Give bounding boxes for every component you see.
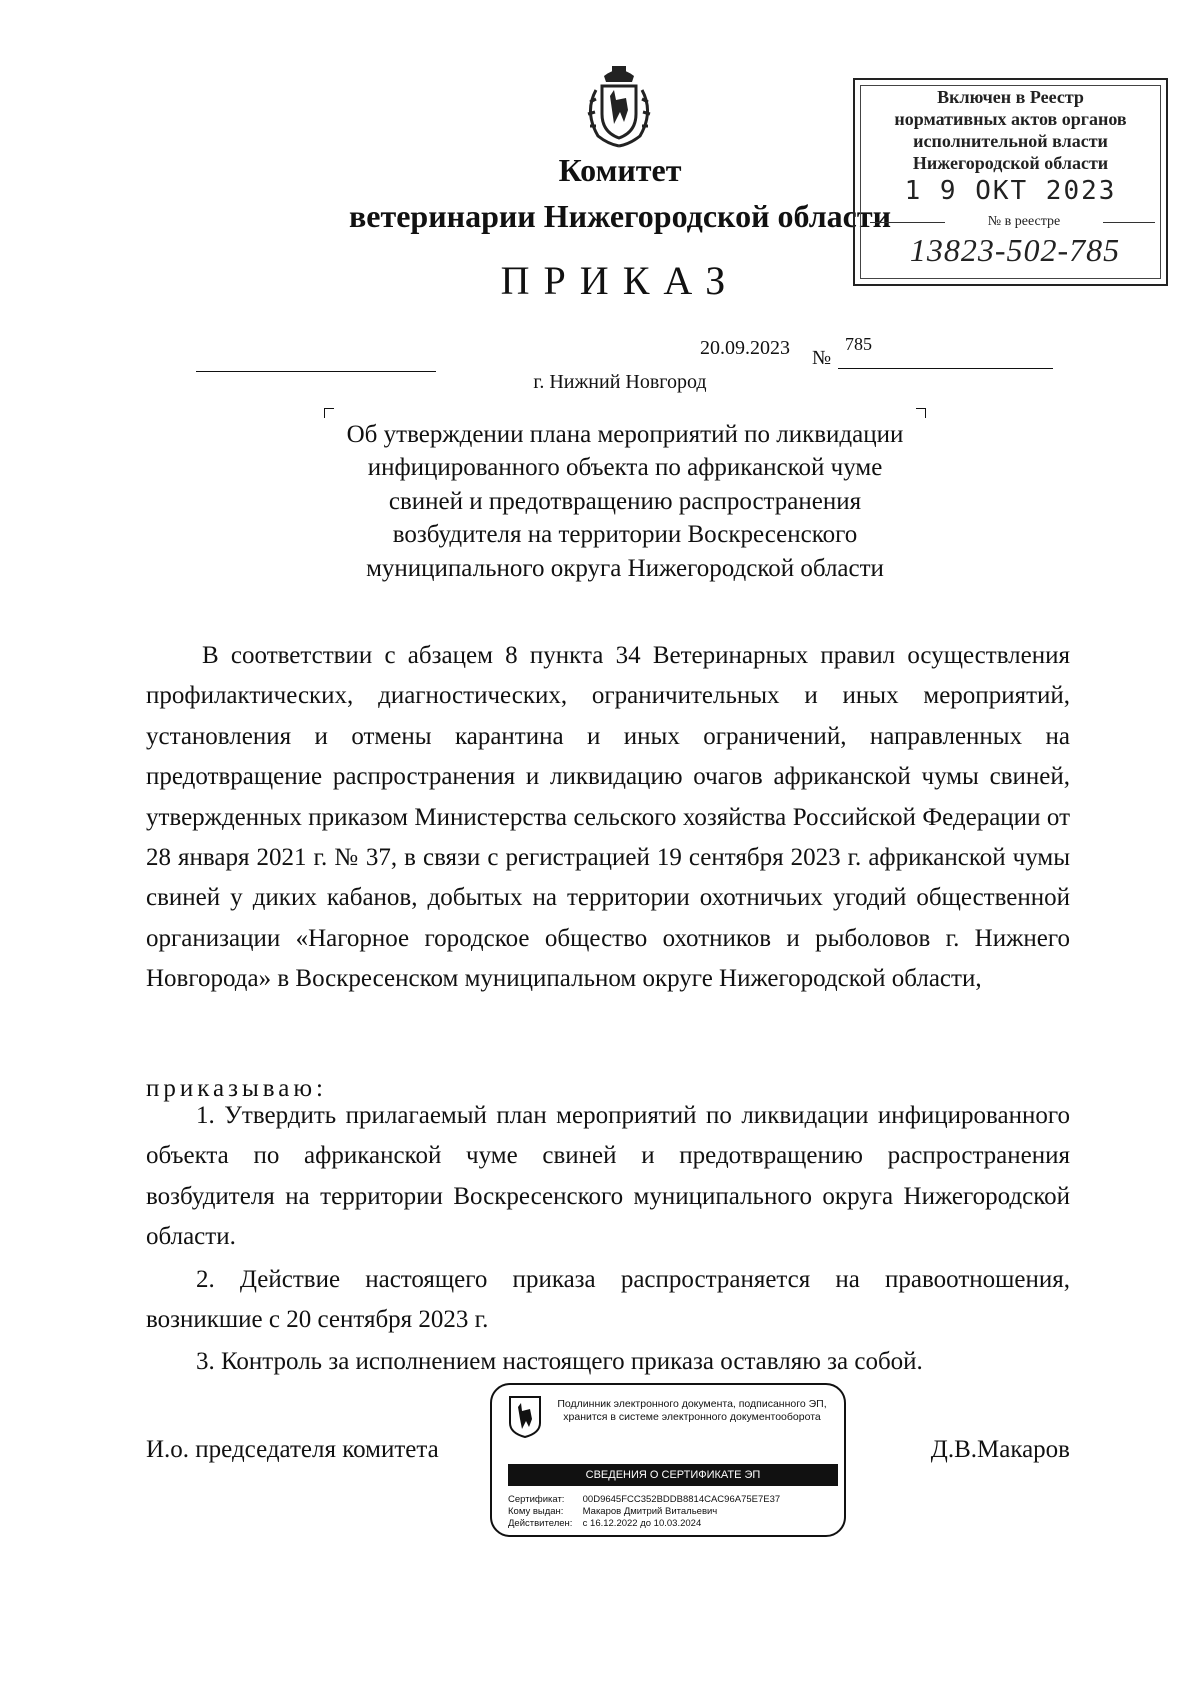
registry-stamp-line: нормативных актов органов [894,109,1127,129]
esig-certificate-row [508,1494,838,1506]
order-item-3: 3. Контроль за исполнением настоящего приказа оставляю за собой. [196,1348,923,1375]
esig-notice: Подлинник электронного документа, подписанного ЭП, хранится в системе электронного документооборота [557,1398,827,1423]
number-underline [838,368,1053,369]
registry-number: 13823-502-785 [909,232,1121,268]
order-item-2: 2. Действие настоящего приказа распространяется на правоотношения, возникшие с 20 сентября 2023 г. [146,1266,1070,1334]
registry-stamp-date: 1 9 ОКТ 2023 [904,176,1117,206]
esig-valid-label: Действителен: [508,1518,573,1529]
order-word: приказываю: [146,1075,327,1102]
registry-stamp-text [862,86,1159,174]
document-number: 785 [845,334,872,354]
document-date: 20.09.2023 [700,337,790,359]
coat-of-arms-emblem [574,62,664,152]
regional-emblem-icon [508,1395,542,1439]
document-type-title: ПРИКАЗ [500,258,740,303]
esig-issued-to-value: Макаров Дмитрий Витальевич [582,1506,718,1517]
esig-certificate-value: 00D9645FCC352BDDB8814CAC96A75E7E37 [582,1494,781,1505]
registry-stamp-line: исполнительной власти [913,131,1108,151]
date-underline-left [196,371,436,372]
subject-corner-left [324,408,334,418]
subject-corner-right [916,408,926,418]
registry-number-label: № в реестре [945,214,1103,230]
org-name-line2: ветеринарии Нижегородской области [348,198,892,234]
esig-issued-to-row [508,1506,838,1518]
esig-certificate-header: СВЕДЕНИЯ О СЕРТИФИКАТЕ ЭП [508,1464,838,1486]
signatory-name: Д.В.Макаров [930,1436,1070,1463]
esig-certificate-details [508,1494,838,1530]
document-city: г. Нижний Новгород [533,371,707,393]
document-subject: Об утверждении плана мероприятий по ликвидации инфицированного объекта по африканской чуме свиней и предотвращению распространения возбудителя на территории Воскресенского муниципального округа Нижегородской области [346,421,904,582]
preamble-paragraph: В соответствии с абзацем 8 пункта 34 Ветеринарных правил осуществления профилактических, диагностических, ограничительных и иных мероприятий, установления и отмены карантина и иных ограничений, направленных на предотвращение распространения и ликвидацию очагов африканской чумы свиней, утвержденных приказом Министерства сельского хозяйства Российской Федерации от 28 января 2021 г. № 37, в связи с регистрацией 19 сентября 2023 г. африканской чумы свиней у диких кабанов, добытых на территории охотничьих угодий общественной организации «Нагорное городское общество охотников и рыболовов г. Нижнего Новгорода» в Воскресенском муниципальном округе Нижегородской области, [146,642,1070,993]
number-sign: № [812,347,832,369]
org-name-line1: Комитет [558,152,682,188]
registry-stamp-line: Включен в Реестр [937,87,1084,107]
esig-issued-to-label: Кому выдан: [508,1506,564,1517]
esig-valid-value: с 16.12.2022 до 10.03.2024 [582,1518,702,1529]
esig-certificate-label: Сертификат: [508,1494,565,1505]
order-item-1: 1. Утвердить прилагаемый план мероприятий по ликвидации инфицированного объекта по африканской чуме свиней и предотвращению распространения возбудителя на территории Воскресенского муниципального округа Нижегородской области. [146,1102,1070,1251]
esig-valid-row [508,1518,838,1530]
signatory-position: И.о. председателя комитета [146,1436,439,1463]
registry-stamp-line: Нижегородской области [912,153,1109,173]
